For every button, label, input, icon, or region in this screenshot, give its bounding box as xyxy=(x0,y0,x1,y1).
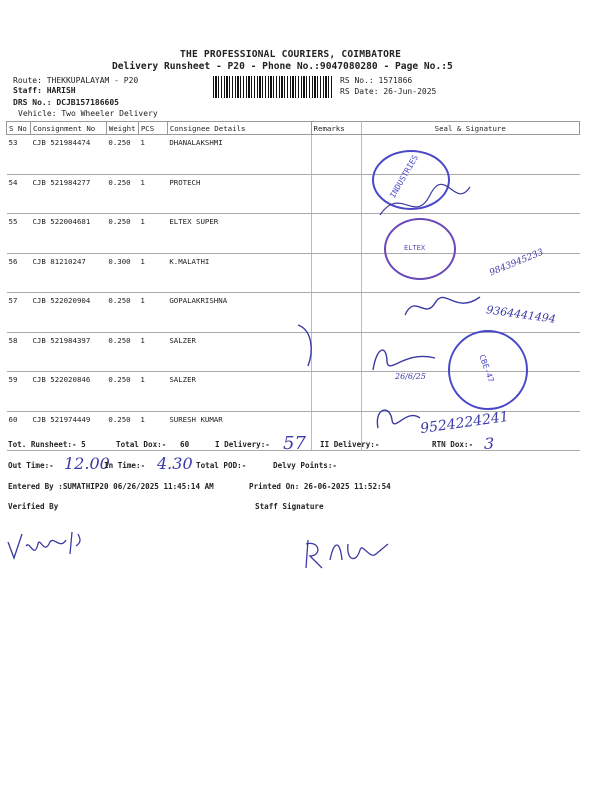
stamp-text: CBE-47 xyxy=(477,353,496,384)
handwritten-date: 26/6/25 xyxy=(395,372,426,381)
rtn-dox-label: RTN Dox:- xyxy=(432,440,474,449)
cell-pcs: 1 xyxy=(138,372,167,412)
cell-weight: 0.250 xyxy=(106,135,138,175)
cell-sno: 54 xyxy=(7,174,31,214)
cell-consignee: GOPALAKRISHNA xyxy=(167,293,311,333)
verified-signature xyxy=(4,520,94,565)
cell-consignment: CJB 521984474 xyxy=(30,135,106,175)
signature-scribble-3 xyxy=(365,340,445,380)
total-pod-label: Total POD:- xyxy=(196,461,247,470)
cell-sno: 55 xyxy=(7,214,31,254)
cell-sno: 58 xyxy=(7,332,31,372)
cell-pcs: 1 xyxy=(138,332,167,372)
vehicle-label: Vehicle: Two Wheeler Delivery xyxy=(18,109,158,118)
handwritten-bracket-mark xyxy=(290,320,320,370)
cell-consignee: ELTEX SUPER xyxy=(167,214,311,254)
cell-weight: 0.250 xyxy=(106,372,138,412)
col-weight: Weight xyxy=(106,122,138,135)
cell-weight: 0.300 xyxy=(106,253,138,293)
cell-consignee: SALZER xyxy=(167,372,311,412)
company-name: THE PROFESSIONAL COURIERS, COIMBATORE xyxy=(180,49,402,60)
ii-delivery-label: II Delivery:- xyxy=(320,440,380,449)
cell-remarks xyxy=(311,214,361,254)
cell-weight: 0.250 xyxy=(106,411,138,451)
cell-consignee: SURESH KUMAR xyxy=(167,411,311,451)
cell-consignee: PROTECH xyxy=(167,174,311,214)
staff-signature xyxy=(300,530,400,575)
entered-by: Entered By :SUMATHIP20 06/26/2025 11:45:14 AM xyxy=(8,482,214,491)
cell-pcs: 1 xyxy=(138,214,167,254)
col-sno: S No xyxy=(7,122,31,135)
rs-date: RS Date: 26-Jun-2025 xyxy=(340,87,437,96)
drs-number: DRS No.: DCJB157186605 xyxy=(13,98,119,107)
cell-remarks xyxy=(311,372,361,412)
cell-sno: 59 xyxy=(7,372,31,412)
cell-consignment: CJB 522020904 xyxy=(30,293,106,333)
cell-pcs: 1 xyxy=(138,411,167,451)
col-pcs: PCS xyxy=(138,122,167,135)
cell-pcs: 1 xyxy=(138,293,167,333)
cell-weight: 0.250 xyxy=(106,174,138,214)
in-time-handwritten: 4.30 xyxy=(157,454,193,473)
staff-signature-label: Staff Signature xyxy=(255,502,324,511)
handwritten-phone-2: 9364441494 xyxy=(485,303,557,326)
table-row xyxy=(7,174,580,214)
total-runsheet: Tot. Runsheet:- 5 xyxy=(8,440,86,449)
handwritten-phone-3: 9524224241 xyxy=(419,408,510,438)
cell-sno: 60 xyxy=(7,411,31,451)
cell-remarks xyxy=(311,253,361,293)
cell-consignment: CJB 522020846 xyxy=(30,372,106,412)
i-delivery-label: I Delivery:- xyxy=(215,440,270,449)
table-row xyxy=(7,214,580,254)
runsheet-title: Delivery Runsheet - P20 - Phone No.:9047080280 - Page No.:5 xyxy=(112,61,453,72)
staff-label: Staff: HARISH xyxy=(13,86,76,95)
verified-by-label: Verified By xyxy=(8,502,59,511)
handwritten-phone-1: 9843945233 xyxy=(488,247,546,279)
cell-consignee: K.MALATHI xyxy=(167,253,311,293)
stamp-text: ELTEX xyxy=(404,244,426,252)
out-time-handwritten: 12.00 xyxy=(64,454,110,473)
cell-sno: 57 xyxy=(7,293,31,333)
cell-consignment: CJB 521974449 xyxy=(30,411,106,451)
total-dox-label: Total Dox:- xyxy=(116,440,167,449)
col-remarks: Remarks xyxy=(311,122,361,135)
out-time-label: Out Time:- xyxy=(8,461,54,470)
cell-remarks xyxy=(311,135,361,175)
cell-consignee: SALZER xyxy=(167,332,311,372)
cell-weight: 0.250 xyxy=(106,332,138,372)
cell-consignment: CJB 521984397 xyxy=(30,332,106,372)
total-dox-value: 60 xyxy=(180,440,190,449)
stamp-text: INDUSTRIES xyxy=(388,153,421,200)
cell-remarks xyxy=(311,174,361,214)
col-seal: Seal & Signature xyxy=(361,122,580,135)
rs-number: RS No.: 1571866 xyxy=(340,76,413,85)
company-stamp-3 xyxy=(448,330,528,410)
cell-consignment: CJB 522004681 xyxy=(30,214,106,254)
signature-scribble-2 xyxy=(400,285,490,325)
cell-pcs: 1 xyxy=(138,135,167,175)
table-header-row xyxy=(7,122,580,135)
cell-sno: 56 xyxy=(7,253,31,293)
signature-scribble-4 xyxy=(368,398,428,438)
rtn-dox-handwritten: 3 xyxy=(484,434,495,453)
table-row xyxy=(7,135,580,175)
barcode-image xyxy=(213,76,333,98)
cell-weight: 0.250 xyxy=(106,214,138,254)
cell-sno: 53 xyxy=(7,135,31,175)
signature-scribble-1 xyxy=(360,175,480,235)
cell-consignment: CJB 81210247 xyxy=(30,253,106,293)
cell-consignment: CJB 521984277 xyxy=(30,174,106,214)
cell-pcs: 1 xyxy=(138,174,167,214)
delvy-points-label: Delvy Points:- xyxy=(273,461,338,470)
cell-consignee: DHANALAKSHMI xyxy=(167,135,311,175)
col-consignment: Consignment No xyxy=(30,122,106,135)
i-delivery-handwritten: 57 xyxy=(283,433,306,454)
cell-pcs: 1 xyxy=(138,253,167,293)
printed-on: Printed On: 26-06-2025 11:52:54 xyxy=(249,482,391,491)
in-time-label: In Time:- xyxy=(104,461,146,470)
col-consignee: Consignee Details xyxy=(167,122,311,135)
cell-weight: 0.250 xyxy=(106,293,138,333)
route-label: Route: THEKKUPALAYAM - P20 xyxy=(13,76,139,85)
